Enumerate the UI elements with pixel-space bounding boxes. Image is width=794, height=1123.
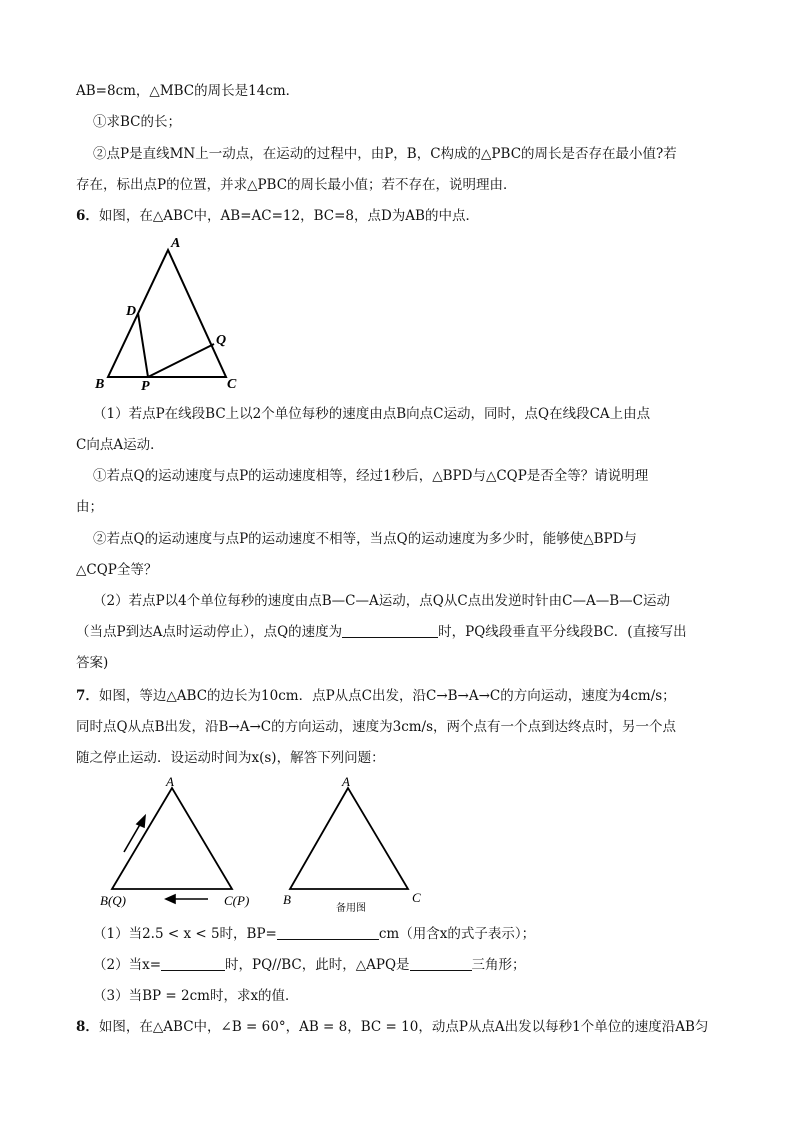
text-line: 由； bbox=[76, 499, 103, 515]
text-line: （1）若点P在线段BC上以2个单位每秒的速度由点B向点C运动，同时，点Q在线段CA上由点 bbox=[93, 406, 651, 422]
text-fragment: 三角形； bbox=[471, 957, 526, 973]
equilateral-triangle bbox=[112, 788, 232, 889]
answer-blank[interactable] bbox=[161, 956, 225, 971]
question-text: 如图，在△ABC中，AB=AC=12，BC=8，点D为AB的中点． bbox=[98, 208, 479, 224]
text-fragment: 时，PQ线段垂直平分线段BC．(直接写出 bbox=[438, 624, 687, 640]
text-line: △CQP全等？ bbox=[76, 562, 158, 578]
text-fragment: （当点P到达A点时运动停止），点Q的速度为 bbox=[76, 624, 343, 640]
answer-blank[interactable] bbox=[410, 956, 472, 971]
segment-pq bbox=[148, 344, 214, 377]
label-c-p: C(P) bbox=[224, 893, 250, 908]
figure-q7-spare bbox=[278, 772, 438, 917]
text-line: 同时点Q从点B出发，沿B→A→C的方向运动，速度为3cm/s，两个点有一个点到达终点时，另一个点 bbox=[76, 719, 677, 735]
text-line bbox=[93, 924, 535, 944]
label-a: A bbox=[171, 236, 181, 251]
text-line bbox=[93, 955, 526, 975]
question-number: 6． bbox=[76, 208, 99, 224]
question-number: 7． bbox=[76, 688, 99, 704]
label-q: Q bbox=[216, 333, 227, 348]
label-b: B bbox=[283, 892, 291, 907]
text-line: ②点P是直线MN上一动点，在运动的过程中，由P，B，C构成的△PBC的周长是否存在最小值?若 bbox=[93, 146, 677, 162]
segment-dp bbox=[138, 313, 148, 377]
text-line: 答案) bbox=[76, 655, 109, 671]
question-number: 8． bbox=[76, 1019, 99, 1035]
label-d: D bbox=[126, 304, 137, 319]
text-fragment: 时，PQ//BC，此时，△APQ是 bbox=[225, 957, 410, 973]
text-line: AB=8cm，△MBC的周长是14cm． bbox=[76, 83, 300, 99]
question-8-stem bbox=[76, 1017, 708, 1037]
question-text: 如图，在△ABC中，∠B = 60°，AB = 8，BC = 10，动点P从点A出发以每秒1个单位的速度沿AB匀 bbox=[98, 1019, 709, 1035]
arrow-up-head bbox=[137, 816, 145, 827]
text-line: C向点A运动． bbox=[76, 437, 164, 453]
arrow-left-head bbox=[166, 895, 175, 903]
text-line: ②若点Q的运动速度与点P的运动速度不相等，当点Q的运动速度为多少时，能够使△BPD与 bbox=[93, 531, 637, 547]
question-text: 如图，等边△ABC的边长为10cm．点P从点C出发，沿C→B→A→C的方向运动，速度为4cm/s； bbox=[98, 688, 676, 704]
answer-blank[interactable] bbox=[277, 925, 379, 940]
figure-q7-main bbox=[90, 772, 270, 917]
text-fragment: （1）当2.5 < x < 5时，BP= bbox=[93, 926, 277, 942]
text-fragment: （2）当x= bbox=[93, 957, 162, 973]
figure-q6-triangle bbox=[90, 232, 260, 397]
equilateral-triangle bbox=[290, 788, 408, 889]
question-6-stem bbox=[76, 206, 479, 226]
label-a: A bbox=[342, 774, 350, 789]
question-7-stem bbox=[76, 686, 676, 706]
answer-blank[interactable] bbox=[342, 623, 438, 638]
label-b-q: B(Q) bbox=[100, 893, 126, 908]
label-p: P bbox=[141, 379, 150, 394]
text-line bbox=[76, 622, 687, 642]
text-line: 随之停止运动．设运动时间为x(s)，解答下列问题： bbox=[76, 750, 385, 766]
label-c: C bbox=[412, 890, 421, 905]
label-c: C bbox=[227, 377, 237, 392]
text-line: 存在，标出点P的位置，并求△PBC的周长最小值；若不存在，说明理由． bbox=[76, 177, 517, 193]
label-b: B bbox=[95, 377, 105, 392]
text-fragment: cm（用含x的式子表示）； bbox=[378, 926, 536, 942]
text-line: （2）若点P以4个单位每秒的速度由点B—C—A运动，点Q从C点出发逆时针由C—A—B—C运动 bbox=[93, 593, 670, 609]
text-line: ①求BC的长； bbox=[93, 114, 182, 130]
figure-caption: 备用图 bbox=[336, 903, 366, 914]
label-a: A bbox=[166, 774, 174, 789]
text-line: （3）当BP = 2cm时，求x的值． bbox=[93, 988, 299, 1004]
text-line: ①若点Q的运动速度与点P的运动速度相等，经过1秒后，△BPD与△CQP是否全等？请说明理 bbox=[93, 468, 649, 484]
